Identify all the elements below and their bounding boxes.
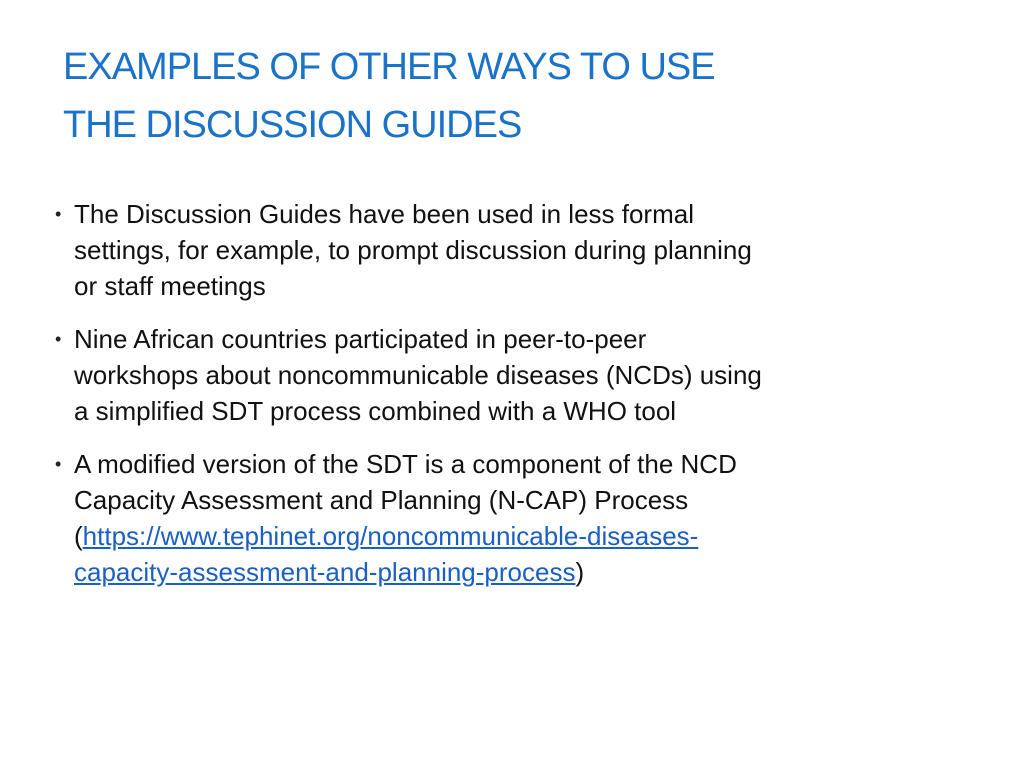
bullet-item: [50, 446, 950, 590]
paren-close: ): [575, 557, 585, 587]
bullet-text: a simplified SDT process combined with a WHO tool: [74, 396, 677, 426]
link-line: [74, 554, 950, 590]
slide-title: [63, 38, 715, 154]
bullet-item: [50, 321, 950, 429]
bullet-text: settings, for example, to prompt discussion during planning: [74, 235, 752, 265]
bullet-icon: •: [55, 204, 62, 224]
bullet-text: Nine African countries participated in peer-to-peer: [74, 324, 647, 354]
bullet-text: Capacity Assessment and Planning (N-CAP) Process: [74, 485, 689, 515]
title-line-2: THE DISCUSSION GUIDES: [63, 104, 522, 146]
paren-open: (: [74, 521, 83, 551]
bullet-item: [50, 196, 950, 304]
bullet-list: [50, 196, 950, 607]
tephinet-link[interactable]: https://www.tephinet.org/noncommunicable-diseases-: [82, 521, 699, 551]
title-line-1: EXAMPLES OF OTHER WAYS TO USE: [63, 46, 715, 88]
bullet-icon: •: [55, 454, 62, 474]
link-line: [74, 518, 950, 554]
bullet-text: workshops about noncommunicable diseases (NCDs) using: [74, 360, 762, 390]
bullet-text: The Discussion Guides have been used in less formal: [74, 199, 694, 229]
bullet-text: or staff meetings: [74, 271, 266, 301]
bullet-text: A modified version of the SDT is a component of the NCD: [74, 449, 737, 479]
tephinet-link-cont[interactable]: capacity-assessment-and-planning-process: [74, 557, 576, 587]
bullet-icon: •: [55, 329, 62, 349]
